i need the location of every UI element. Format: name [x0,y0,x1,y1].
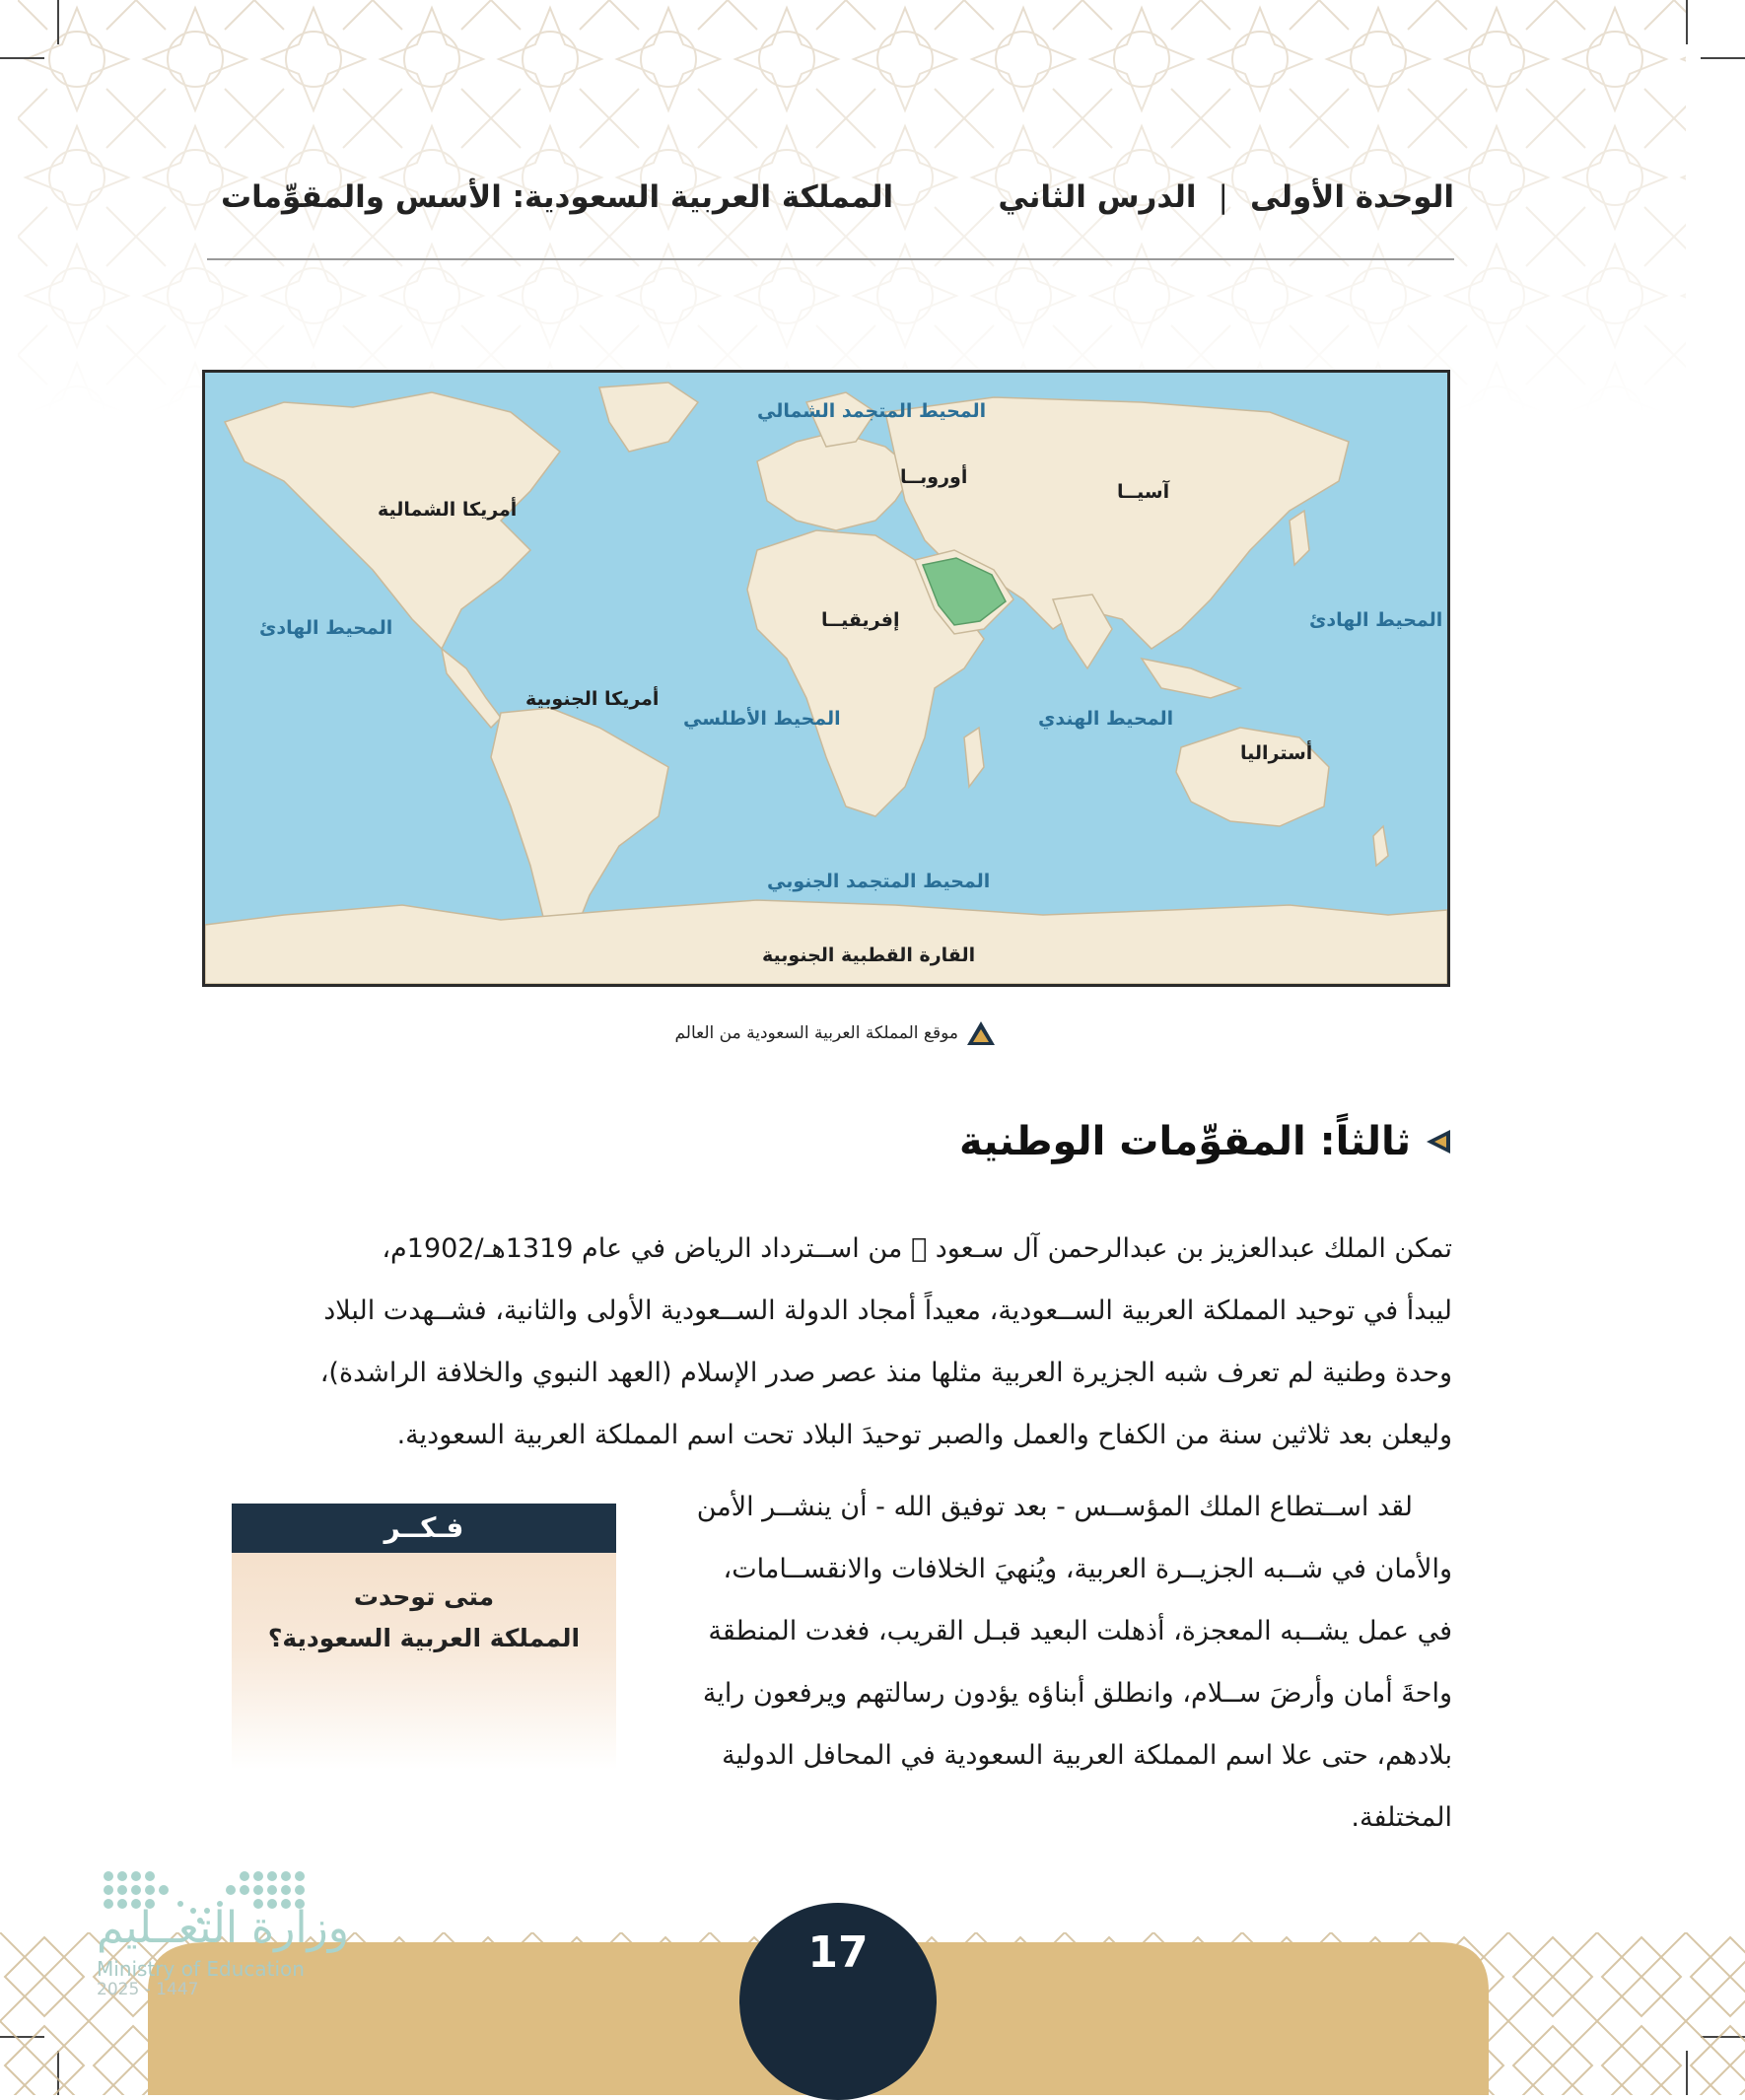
label-south-america: أمريكا الجنوبية [525,688,660,710]
header-unit: الوحدة الأولى [1249,179,1454,215]
crop-mark [1701,57,1745,59]
think-question-line: المملكة العربية السعودية؟ [267,1624,581,1652]
map-caption [674,1020,996,1046]
header-separator: | [1218,179,1228,215]
label-africa: إفريقيــا [821,609,900,631]
caption-text: موقع المملكة العربية السعودية من العالم [674,1023,958,1043]
section-title [959,1119,1452,1164]
paragraph-2 [634,1476,1452,1849]
running-header [207,179,1454,229]
label-atlantic: المحيط الأطلسي [683,708,841,730]
header-divider [207,258,1454,260]
paragraph-1 [284,1218,1452,1466]
paragraph-line: في عمل يشــبه المعجزة، أذهلت البعيد قبـل القريب، فغدت المنطقة [708,1616,1452,1646]
think-box [232,1504,616,1770]
paragraph-line: ليبدأ في توحيد المملكة العربية الســعودية، معيداً أمجاد الدولة الســعودية الأولى والثانية، فشــهدت البلاد [323,1295,1452,1326]
section-arrow-icon [1423,1127,1452,1156]
ministry-name-en: Ministry of Education [97,1957,305,1981]
label-arctic-ocean: المحيط المتجمد الشمالي [757,400,987,422]
paragraph-line: والأمان في شــبه الجزيــرة العربية، ويُنهيَ الخلافات والانقســامات، [723,1554,1452,1584]
paragraph-line: بلادهم، حتى علا اسم المملكة العربية السعودية في المحافل الدولية [722,1740,1452,1771]
think-title: فـكــر [232,1504,616,1553]
label-north-america: أمريكا الشمالية [378,499,518,521]
ministry-name-ar: وزارة التعــليم [97,1903,350,1953]
label-pacific-east: المحيط الهادئ [1309,609,1443,631]
header-unit-lesson [998,179,1454,215]
paragraph-line: وحدة وطنية لم تعرف شبه الجزيرة العربية مثلها منذ عصر صدر الإسلام (العهد النبوي والخلافة الراشدة)، [319,1358,1452,1388]
label-pacific-west: المحيط الهادئ [259,617,393,639]
ministry-year: 2025 - 1447 [97,1980,199,1999]
header-lesson: الدرس الثاني [998,179,1197,215]
paragraph-line: تمكن الملك عبدالعزيز بن عبدالرحمن آل سـعود ﷬ من اســترداد الرياض في عام 1319هـ/1902م، [382,1233,1452,1264]
label-southern-ocean: المحيط المتجمد الجنوبي [767,871,991,892]
header-topic: المملكة العربية السعودية: الأسس والمقوِّمات [221,179,894,215]
paragraph-line: وليعلن بعد ثلاثين سنة من الكفاح والعمل والصبر توحيدَ البلاد تحت اسم المملكة العربية السعودية. [396,1420,1452,1450]
paragraph-line: المختلفة. [1351,1802,1452,1833]
page-number: 17 [807,1927,869,1978]
section-title-text: ثالثاً: المقوِّمات الوطنية [958,1119,1411,1164]
label-asia: آسيــا [1117,481,1170,503]
crop-mark [1686,0,1688,44]
think-question-line: متى توحدت [353,1582,495,1611]
paragraph-line: لقد اســتطاع الملك المؤســس - بعد توفيق الله - أن ينشــر الأمن [696,1492,1413,1522]
paragraph-line: واحةَ أمان وأرضَ ســلام، وانطلق أبناؤه يؤدون رسالتهم ويرفعون راية [702,1678,1452,1709]
label-europe: أوروبــا [900,466,968,488]
crop-mark [57,0,59,44]
land-antarctica [205,900,1447,984]
crop-mark [0,57,44,59]
label-australia: أستراليا [1240,742,1313,764]
label-indian: المحيط الهندي [1038,708,1174,730]
caption-triangle-icon [966,1020,996,1046]
map-graphic [205,373,1447,984]
label-antarctica: القارة القطبية الجنوبية [762,945,976,966]
world-map [202,370,1450,987]
think-question [232,1553,616,1659]
